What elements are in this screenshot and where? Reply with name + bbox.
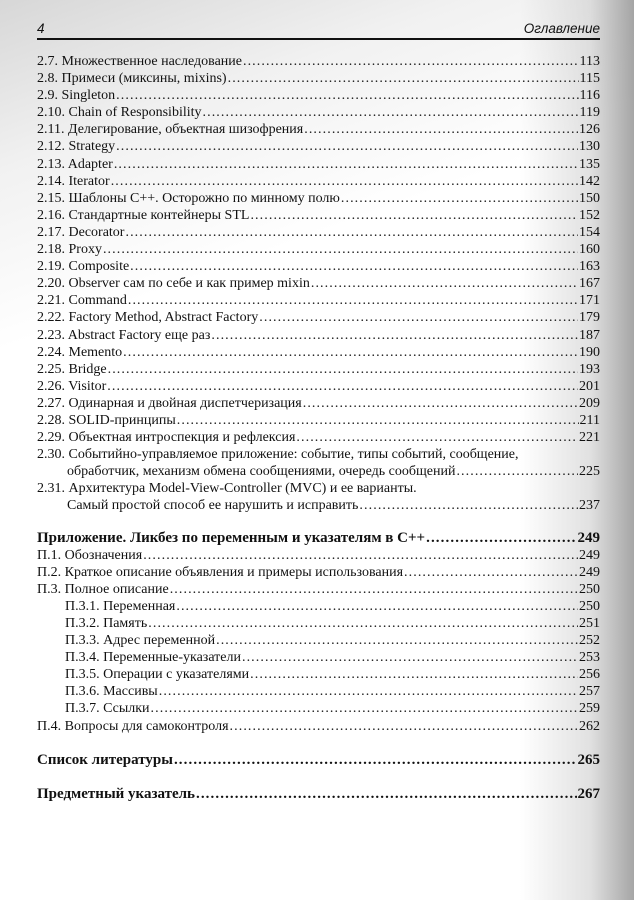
dot-leader (304, 121, 578, 138)
page-number: 4 (37, 21, 45, 36)
running-head (37, 20, 600, 38)
toc-page-number: 249 (577, 529, 600, 546)
toc-entry[interactable] (37, 327, 600, 344)
dot-leader (174, 752, 577, 769)
dot-leader (359, 497, 578, 514)
toc-entry-label: 2.11. Делегирование, объектная шизофрения (37, 122, 304, 138)
toc-page-number: 265 (577, 751, 600, 768)
toc-page-number: 211 (579, 412, 600, 428)
toc-page-number: 251 (579, 616, 600, 631)
spacer (37, 769, 600, 786)
dot-leader (170, 581, 578, 598)
header-rule (37, 38, 600, 40)
toc-entry-2-30[interactable] (37, 446, 600, 480)
toc-page-number: 150 (579, 190, 600, 206)
toc-entry-label: П.4. Вопросы для самоконтроля (37, 718, 229, 734)
dot-leader (456, 463, 578, 480)
dot-leader (230, 718, 578, 735)
dot-leader (211, 327, 578, 344)
toc-page-number: 187 (579, 327, 600, 343)
dot-leader (125, 224, 578, 241)
toc-entry[interactable] (37, 615, 600, 632)
appendix-entries (37, 547, 600, 598)
toc-page-number: 257 (579, 684, 600, 700)
dot-leader (259, 309, 578, 326)
dot-leader (107, 378, 578, 395)
toc-appendix-title[interactable] (37, 530, 600, 547)
toc-entry[interactable] (37, 683, 600, 700)
toc-entry[interactable] (37, 292, 600, 309)
toc-entry-label: 2.26. Visitor (37, 378, 107, 394)
toc-entry-label: П.3. Полное описание (37, 581, 169, 597)
toc-entry[interactable] (37, 547, 600, 564)
toc-entry-label: П.3.3. Адрес переменной (65, 633, 216, 649)
toc-page-number: 160 (579, 242, 600, 258)
toc-page-number: 163 (579, 259, 600, 275)
spacer (37, 515, 600, 530)
dot-leader (151, 700, 578, 717)
toc-page-number: 190 (579, 344, 600, 360)
toc-entry[interactable] (37, 581, 600, 598)
toc-entry[interactable] (37, 190, 600, 207)
dot-leader (116, 138, 578, 155)
toc-entry[interactable] (37, 104, 600, 121)
toc-entry-label: 2.20. Observer сам по себе и как пример mixin (37, 276, 310, 292)
toc-entry-bibliography[interactable] (37, 752, 600, 769)
toc-entry-label: 2.7. Множественное наследование (37, 54, 242, 69)
toc-page-number: 113 (579, 54, 600, 69)
toc-entry-label: П.3.1. Переменная (65, 598, 176, 614)
dot-leader (250, 207, 578, 224)
dot-leader (216, 632, 578, 649)
dot-leader (303, 395, 578, 412)
dot-leader (143, 547, 578, 564)
toc-entry[interactable] (37, 87, 600, 104)
dot-leader (177, 412, 579, 429)
toc-entry-label: 2.21. Command (37, 293, 127, 309)
toc-entry[interactable] (37, 700, 600, 717)
dot-leader (108, 361, 578, 378)
dot-leader (159, 683, 578, 700)
toc-entry[interactable] (37, 309, 600, 326)
toc-entry-label: Приложение. Ликбез по переменным и указателям в С++ (37, 529, 426, 546)
toc-page-number: 142 (579, 173, 600, 189)
dot-leader (296, 429, 578, 446)
dot-leader (128, 292, 578, 309)
toc-entry-label: 2.30. Событийно-управляемое приложение: событие, типы событий, сообщение, (37, 447, 519, 463)
dot-leader (114, 156, 578, 173)
toc-entry-label: 2.17. Decorator (37, 224, 125, 240)
toc-page-number: 252 (579, 633, 600, 649)
toc-page-number: 154 (579, 224, 600, 240)
toc-page-number: 237 (579, 498, 600, 514)
toc-page-number: 250 (579, 598, 600, 614)
toc-entry[interactable] (37, 395, 600, 412)
toc-entry-label: 2.23. Abstract Factory еще раз (37, 327, 211, 343)
toc-entry-label: П.1. Обозначения (37, 547, 143, 563)
toc-page-number: 135 (579, 156, 600, 172)
toc-entry[interactable] (37, 156, 600, 173)
toc-page-number: 126 (579, 122, 600, 138)
dot-leader (123, 344, 578, 361)
toc-entry-label: 2.19. Composite (37, 259, 130, 275)
toc-page-number: 179 (579, 310, 600, 326)
toc-page-number: 130 (579, 139, 600, 155)
toc-page-number: 267 (577, 785, 600, 802)
toc-entry-label: П.2. Краткое описание объявления и примеры использования (37, 564, 404, 580)
toc-page-number: 115 (579, 71, 600, 87)
toc-page-number: 262 (579, 718, 600, 734)
toc-entry-label: 2.25. Bridge (37, 361, 107, 377)
toc-entry-label: 2.27. Одинарная и двойная диспетчеризация (37, 395, 302, 411)
toc-entry[interactable] (37, 138, 600, 155)
toc-page-number: 259 (579, 701, 600, 717)
toc-page-number: 249 (579, 564, 600, 580)
toc-entry[interactable] (37, 344, 600, 361)
toc-entry-label-continued: Самый простой способ ее нарушить и исправить (67, 498, 359, 514)
toc-entry[interactable] (37, 412, 600, 429)
toc-entry-label: 2.16. Стандартные контейнеры STL (37, 207, 250, 223)
toc-page-number: 225 (579, 464, 600, 480)
dot-leader (426, 530, 576, 547)
toc-entry-label: П.3.7. Ссылки (65, 701, 150, 717)
toc-page-number: 250 (579, 581, 600, 597)
toc-entry[interactable] (37, 598, 600, 615)
toc-entry[interactable] (37, 207, 600, 224)
chapter-2-entries (37, 53, 600, 446)
toc-entry-label: 2.29. Объектная интроспекция и рефлексия (37, 430, 296, 446)
toc-page-number: 116 (579, 88, 600, 104)
toc-page-number: 253 (579, 650, 600, 666)
toc-entry[interactable] (37, 378, 600, 395)
toc-entry[interactable] (37, 173, 600, 190)
toc-entry-label: 2.12. Strategy (37, 139, 116, 155)
dot-leader (148, 615, 578, 632)
toc-entry-label: 2.13. Adapter (37, 156, 113, 172)
dot-leader (116, 87, 578, 104)
toc-page-number: 119 (579, 105, 600, 121)
toc-entry-index[interactable] (37, 786, 600, 803)
toc-entry-label: 2.28. SOLID-принципы (37, 412, 176, 428)
dot-leader (311, 275, 578, 292)
dot-leader (111, 173, 578, 190)
toc-entry[interactable] (37, 666, 600, 683)
toc-page-number: 167 (579, 276, 600, 292)
section-title: Оглавление (523, 21, 600, 36)
dot-leader (341, 190, 578, 207)
dot-leader (196, 786, 577, 803)
toc-entry[interactable] (37, 649, 600, 666)
toc-page-number: 249 (579, 547, 600, 563)
toc-entry-label: П.3.6. Массивы (65, 684, 158, 700)
toc-entry-label: 2.14. Iterator (37, 173, 110, 189)
toc-entry[interactable] (37, 429, 600, 446)
dot-leader (130, 258, 578, 275)
dot-leader (242, 649, 578, 666)
table-of-contents (37, 53, 600, 803)
toc-entry[interactable] (37, 121, 600, 138)
toc-entry[interactable] (37, 564, 600, 581)
toc-entry-label: Список литературы (37, 751, 173, 768)
toc-page-number: 221 (579, 430, 600, 446)
toc-entry[interactable] (37, 224, 600, 241)
toc-entry-label: 2.10. Chain of Responsibility (37, 105, 202, 121)
toc-entry-label: 2.24. Memento (37, 344, 123, 360)
toc-entry-label: П.3.2. Память (65, 616, 148, 631)
toc-entry[interactable] (37, 275, 600, 292)
toc-page-number: 256 (579, 667, 600, 683)
toc-entry[interactable] (37, 70, 600, 87)
toc-entry-label: 2.8. Примеси (миксины, mixins) (37, 71, 227, 87)
toc-page-number: 152 (579, 207, 600, 223)
appendix-subentries (37, 598, 600, 718)
toc-page-number: 171 (579, 293, 600, 309)
dot-leader (243, 53, 579, 70)
dot-leader (203, 104, 579, 121)
toc-entry-label: П.3.4. Переменные-указатели (65, 650, 241, 666)
toc-entry-2-31[interactable] (37, 480, 600, 514)
toc-page-number: 193 (579, 361, 600, 377)
toc-entry-label: 2.9. Singleton (37, 88, 116, 104)
toc-entry-label: 2.22. Factory Method, Abstract Factory (37, 310, 259, 326)
toc-entry[interactable] (37, 53, 600, 70)
spacer (37, 735, 600, 752)
toc-entry-p4[interactable] (37, 718, 600, 735)
dot-leader (176, 598, 578, 615)
toc-entry[interactable] (37, 361, 600, 378)
toc-entry[interactable] (37, 258, 600, 275)
toc-entry[interactable] (37, 632, 600, 649)
toc-page-number: 209 (579, 395, 600, 411)
toc-entry-label-continued: обработчик, механизм обмена сообщениями, очередь сообщений (67, 464, 456, 480)
dot-leader (250, 666, 578, 683)
toc-page-number: 201 (579, 378, 600, 394)
dot-leader (228, 70, 579, 87)
toc-entry-label: П.3.5. Операции с указателями (65, 667, 250, 683)
toc-entry-label: 2.31. Архитектура Model-View-Controller (MVC) и ее варианты. (37, 481, 417, 497)
dot-leader (103, 241, 578, 258)
toc-entry-label: 2.15. Шаблоны С++. Осторожно по минному полю (37, 190, 340, 206)
book-page (37, 0, 600, 900)
dot-leader (404, 564, 578, 581)
toc-entry-label: 2.18. Proxy (37, 242, 102, 258)
toc-entry[interactable] (37, 241, 600, 258)
toc-entry-label: Предметный указатель (37, 785, 195, 802)
